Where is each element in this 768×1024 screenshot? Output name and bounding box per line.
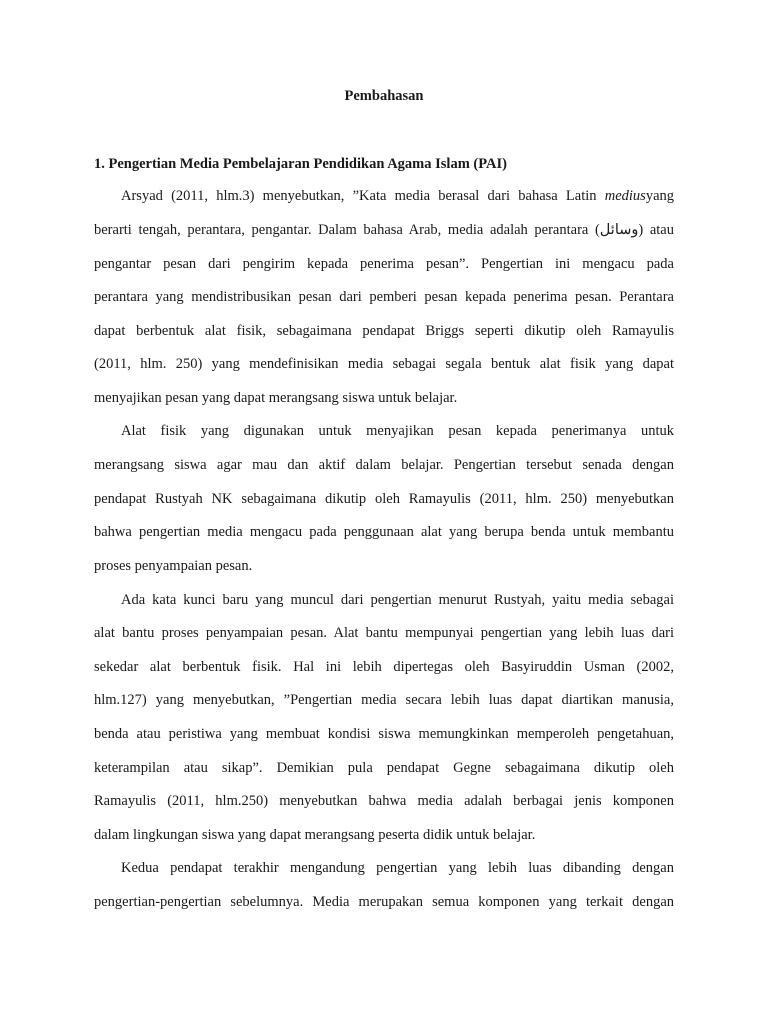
paragraph-3-line-3: sekedar alat berbentuk fisik. Hal ini lebih dipertegas oleh Basyiruddin Usman (2002,: [94, 659, 674, 675]
paragraph-3-line-4: hlm.127) yang menyebutkan, ”Pengertian media secara lebih luas dapat diartikan manusia,: [94, 692, 674, 708]
paragraph-4-line-2: pengertian-pengertian sebelumnya. Media merupakan semua komponen yang terkait dengan: [94, 894, 674, 910]
paragraph-1-line-1: [121, 186, 674, 206]
paragraph-2-line-1: Alat fisik yang digunakan untuk menyajikan pesan kepada penerimanya untuk: [121, 423, 674, 439]
paragraph-4-line-1: Kedua pendapat terakhir mengandung pengertian yang lebih luas dibanding dengan: [121, 860, 674, 876]
paragraph-3-line-6: keterampilan atau sikap”. Demikian pula pendapat Gegne sebagaimana dikutip oleh: [94, 760, 674, 776]
text-run: yang: [645, 188, 674, 204]
text-run: Arsyad (2011, hlm.3) menyebutkan, ”Kata media berasal dari bahasa Latin: [121, 188, 605, 204]
paragraph-2-line-4: bahwa pengertian media mengacu pada penggunaan alat yang berupa benda untuk membantu: [94, 524, 674, 540]
paragraph-2-line-5: proses penyampaian pesan.: [94, 558, 253, 574]
section-heading: 1. Pengertian Media Pembelajaran Pendidikan Agama Islam (PAI): [94, 156, 507, 172]
paragraph-1-line-4: perantara yang mendistribusikan pesan dari pemberi pesan kepada penerima pesan. Perantara: [94, 289, 674, 305]
italic-term: medius: [604, 188, 646, 204]
paragraph-1-line-3: pengantar pesan dari pengirim kepada penerima pesan”. Pengertian ini mengacu pada: [94, 256, 674, 272]
paragraph-3-line-2: alat bantu proses penyampaian pesan. Alat bantu mempunyai pengertian yang lebih luas dari: [94, 625, 674, 641]
paragraph-1-line-2: berarti tengah, perantara, pengantar. Dalam bahasa Arab, media adalah perantara (وسائل) atau: [94, 222, 674, 238]
paragraph-1-line-6: (2011, hlm. 250) yang mendefinisikan media sebagai segala bentuk alat fisik yang dapat: [94, 356, 674, 372]
paragraph-3-line-8: dalam lingkungan siswa yang dapat merangsang peserta didik untuk belajar.: [94, 827, 536, 843]
paragraph-1-line-5: dapat berbentuk alat fisik, sebagaimana pendapat Briggs seperti dikutip oleh Ramayulis: [94, 323, 674, 339]
paragraph-2-line-3: pendapat Rustyah NK sebagaimana dikutip oleh Ramayulis (2011, hlm. 250) menyebutkan: [94, 491, 674, 507]
paragraph-2-line-2: merangsang siswa agar mau dan aktif dalam belajar. Pengertian tersebut senada dengan: [94, 457, 674, 473]
paragraph-1-line-7: menyajikan pesan yang dapat merangsang siswa untuk belajar.: [94, 390, 458, 406]
paragraph-3-line-7: Ramayulis (2011, hlm.250) menyebutkan bahwa media adalah berbagai jenis komponen: [94, 793, 674, 809]
paragraph-3-line-1: Ada kata kunci baru yang muncul dari pengertian menurut Rustyah, yaitu media sebagai: [121, 592, 674, 608]
document-title: Pembahasan: [344, 88, 424, 104]
paragraph-3-line-5: benda atau peristiwa yang membuat kondisi siswa memungkinkan memperoleh pengetahuan,: [94, 726, 674, 742]
